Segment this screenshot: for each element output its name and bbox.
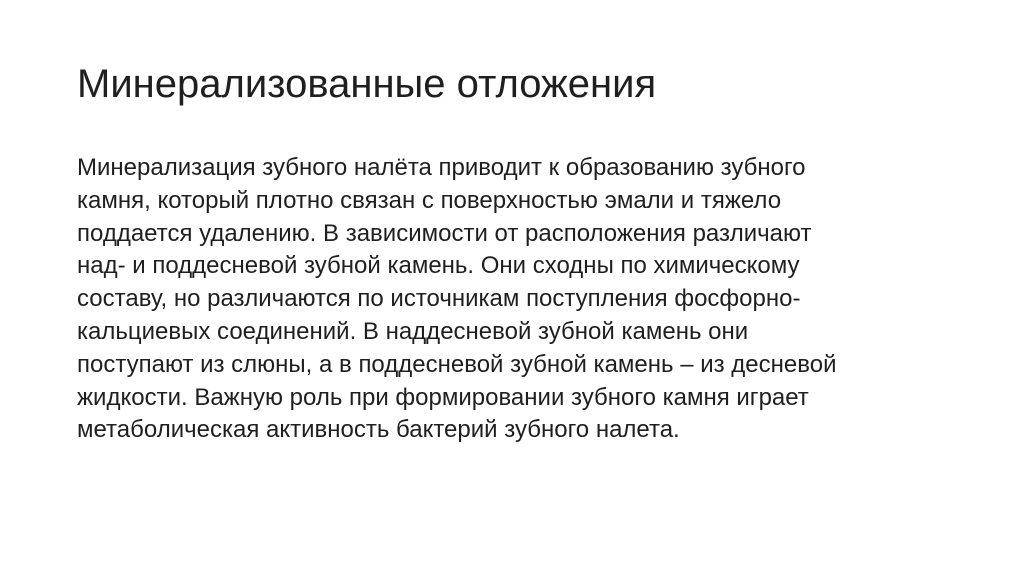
- body-line: составу, но различаются по источникам поступления фосфорно-: [77, 285, 801, 313]
- body-line: над- и поддесневой зубной камень. Они сходны по химическому: [77, 252, 800, 280]
- body-line: поступают из слюны, а в поддесневой зубной камень – из десневой: [77, 350, 837, 378]
- body-line: жидкости. Важную роль при формировании зубного камня играет: [77, 383, 809, 411]
- slide-title: Минерализованные отложения: [77, 62, 657, 106]
- body-line: камня, который плотно связан с поверхностью эмали и тяжело: [77, 186, 782, 214]
- body-line: метаболическая активность бактерий зубного налета.: [77, 416, 680, 444]
- slide-body-text: [77, 152, 957, 447]
- body-line: поддается удалению. В зависимости от расположения различают: [77, 219, 812, 247]
- body-line: Минерализация зубного налёта приводит к образованию зубного: [77, 154, 806, 181]
- body-line: кальциевых соединений. В наддесневой зубной камень они: [77, 317, 749, 345]
